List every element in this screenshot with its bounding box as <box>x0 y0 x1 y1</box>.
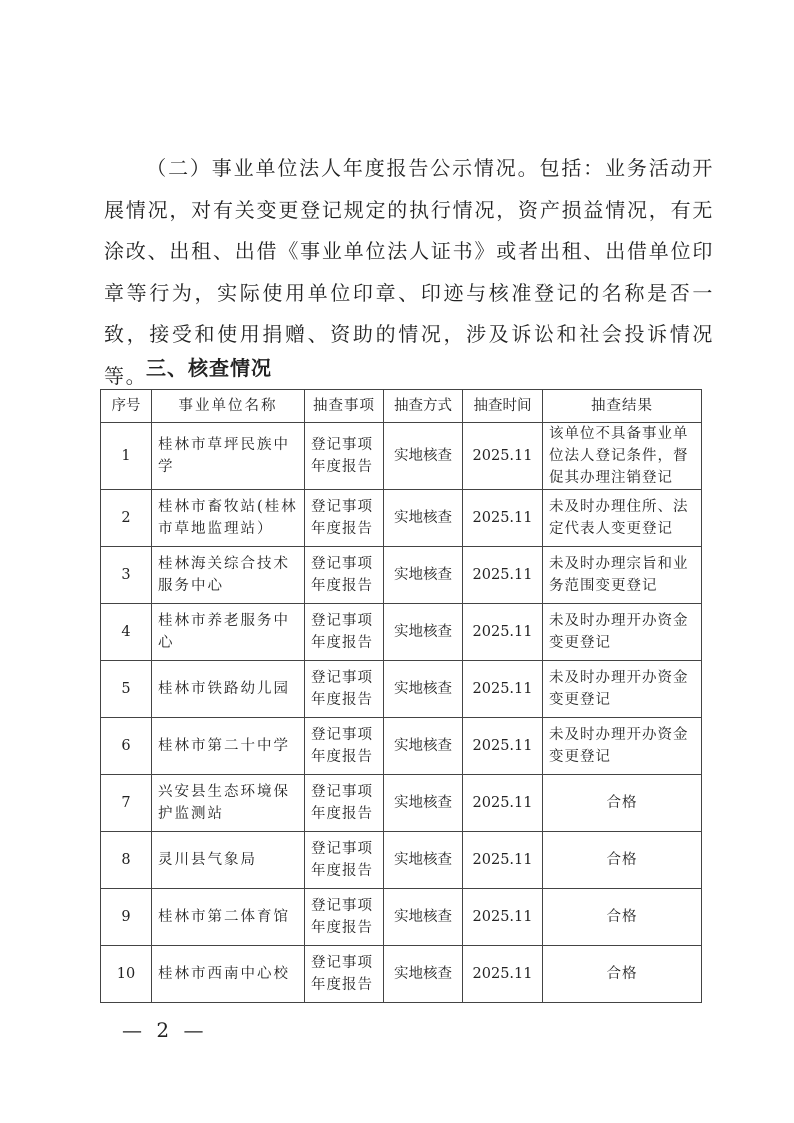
header-result: 抽查结果 <box>543 390 702 423</box>
page-number: — 2 — <box>122 1018 208 1042</box>
inspection-time: 2025.11 <box>463 946 543 1003</box>
inspection-time: 2025.11 <box>463 604 543 661</box>
inspection-item: 登记事项年度报告 <box>305 946 384 1003</box>
row-index: 8 <box>101 832 152 889</box>
section-heading: 三、核查情况 <box>146 356 272 380</box>
inspection-result: 该单位不具备事业单位法人登记条件，督促其办理注销登记 <box>543 423 702 490</box>
inspection-result: 未及时办理住所、法定代表人变更登记 <box>543 490 702 547</box>
table-row <box>101 775 702 832</box>
unit-name: 桂林市铁路幼儿园 <box>152 661 305 718</box>
unit-name: 桂林市西南中心校 <box>152 946 305 1003</box>
inspection-item: 登记事项年度报告 <box>305 661 384 718</box>
inspection-time: 2025.11 <box>463 547 543 604</box>
table-row <box>101 832 702 889</box>
header-time: 抽查时间 <box>463 390 543 423</box>
row-index: 4 <box>101 604 152 661</box>
unit-name: 桂林海关综合技术服务中心 <box>152 547 305 604</box>
table-row <box>101 547 702 604</box>
inspection-method: 实地核查 <box>384 490 463 547</box>
table-row <box>101 604 702 661</box>
inspection-time: 2025.11 <box>463 889 543 946</box>
inspection-time: 2025.11 <box>463 832 543 889</box>
inspection-item: 登记事项年度报告 <box>305 775 384 832</box>
table-row <box>101 423 702 490</box>
table-row <box>101 490 702 547</box>
inspection-time: 2025.11 <box>463 661 543 718</box>
unit-name: 兴安县生态环境保护监测站 <box>152 775 305 832</box>
inspection-item: 登记事项年度报告 <box>305 718 384 775</box>
inspection-item: 登记事项年度报告 <box>305 490 384 547</box>
unit-name: 桂林市第二十中学 <box>152 718 305 775</box>
row-index: 1 <box>101 423 152 490</box>
unit-name: 桂林市草坪民族中学 <box>152 423 305 490</box>
unit-name: 桂林市畜牧站(桂林市草地监理站） <box>152 490 305 547</box>
inspection-result: 未及时办理开办资金变更登记 <box>543 718 702 775</box>
inspection-method: 实地核查 <box>384 547 463 604</box>
header-unit-name: 事业单位名称 <box>152 390 305 423</box>
row-index: 5 <box>101 661 152 718</box>
inspection-item: 登记事项年度报告 <box>305 547 384 604</box>
inspection-method: 实地核查 <box>384 832 463 889</box>
row-index: 9 <box>101 889 152 946</box>
inspection-method: 实地核查 <box>384 718 463 775</box>
inspection-method: 实地核查 <box>384 946 463 1003</box>
paragraph-text: （二）事业单位法人年度报告公示情况。包括：业务活动开展情况，对有关变更登记规定的执行情况，资产损益情况，有无涂改、出租、出借《事业单位法人证书》或者出租、出借单位印章等行为，实际使用单位印章、印迹与核准登记的名称是否一致，接受和使用捐赠、资助的情况，涉及诉讼和社会投诉情况等。 <box>104 156 714 388</box>
inspection-method: 实地核查 <box>384 889 463 946</box>
inspection-result: 未及时办理开办资金变更登记 <box>543 661 702 718</box>
table-row <box>101 946 702 1003</box>
unit-name: 桂林市第二体育馆 <box>152 889 305 946</box>
row-index: 2 <box>101 490 152 547</box>
header-item: 抽查事项 <box>305 390 384 423</box>
inspection-time: 2025.11 <box>463 490 543 547</box>
inspection-time: 2025.11 <box>463 775 543 832</box>
header-index: 序号 <box>101 390 152 423</box>
inspection-result: 未及时办理宗旨和业务范围变更登记 <box>543 547 702 604</box>
row-index: 3 <box>101 547 152 604</box>
inspection-item: 登记事项年度报告 <box>305 604 384 661</box>
inspection-method: 实地核查 <box>384 423 463 490</box>
inspection-result: 未及时办理开办资金变更登记 <box>543 604 702 661</box>
row-index: 10 <box>101 946 152 1003</box>
inspection-method: 实地核查 <box>384 604 463 661</box>
unit-name: 灵川县气象局 <box>152 832 305 889</box>
inspection-result: 合格 <box>543 832 702 889</box>
table-row <box>101 718 702 775</box>
inspection-item: 登记事项年度报告 <box>305 889 384 946</box>
inspection-result: 合格 <box>543 946 702 1003</box>
header-method: 抽查方式 <box>384 390 463 423</box>
table-header-row <box>101 390 702 423</box>
inspection-method: 实地核查 <box>384 775 463 832</box>
table-row <box>101 661 702 718</box>
row-index: 7 <box>101 775 152 832</box>
inspection-time: 2025.11 <box>463 718 543 775</box>
inspection-result: 合格 <box>543 889 702 946</box>
inspection-table <box>100 389 702 1003</box>
unit-name: 桂林市养老服务中心 <box>152 604 305 661</box>
inspection-method: 实地核查 <box>384 661 463 718</box>
table-row <box>101 889 702 946</box>
inspection-time: 2025.11 <box>463 423 543 490</box>
inspection-item: 登记事项年度报告 <box>305 832 384 889</box>
inspection-result: 合格 <box>543 775 702 832</box>
inspection-item: 登记事项年度报告 <box>305 423 384 490</box>
row-index: 6 <box>101 718 152 775</box>
